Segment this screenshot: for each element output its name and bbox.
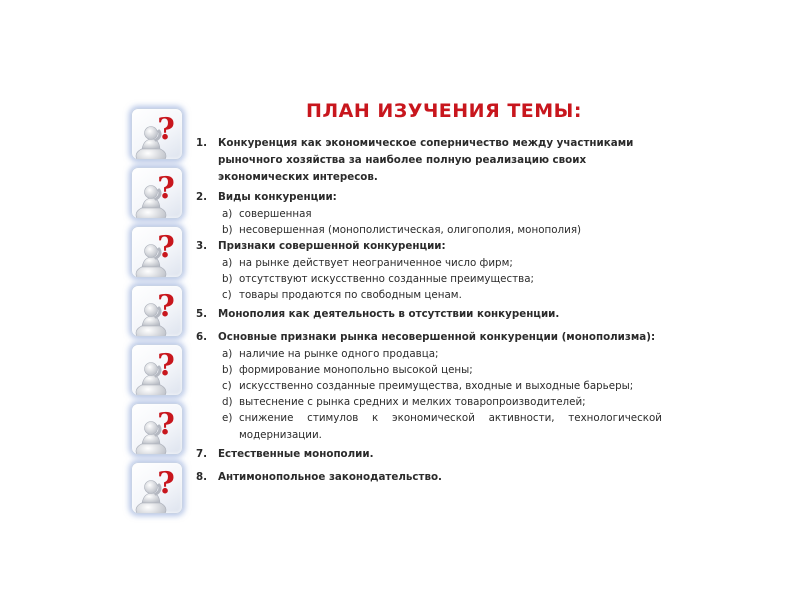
sub-item [222, 410, 662, 444]
sub-letter: a) [222, 257, 233, 269]
sub-text: совершенная [239, 208, 312, 220]
item-text: Естественные монополии. [218, 448, 374, 460]
sub-item [222, 394, 662, 411]
sub-item [222, 271, 662, 288]
sub-letter: b) [222, 273, 233, 285]
sub-text: вытеснение с рынка средних и мелких товаропроизводителей; [239, 396, 586, 408]
question-mark-person-icon [131, 403, 183, 455]
item-number: 5. [196, 308, 208, 320]
item-number: 7. [196, 448, 208, 460]
sub-item [222, 287, 662, 304]
list-item [196, 135, 666, 186]
sub-text: отсутствуют искусственно созданные преимущества; [239, 273, 535, 285]
svg-text:?: ? [157, 289, 175, 324]
list-item [196, 469, 666, 486]
sub-letter: b) [222, 364, 233, 376]
sub-text: искусственно созданные преимущества, входные и выходные барьеры; [239, 380, 634, 392]
list-item [196, 189, 666, 206]
sub-letter: c) [222, 380, 232, 392]
item-number: 3. [196, 240, 208, 252]
item-text: Признаки совершенной конкуренции: [218, 240, 446, 252]
sub-item [222, 255, 662, 272]
item-text: Виды конкуренции: [218, 191, 337, 203]
sub-text: формирование монопольно высокой цены; [239, 364, 473, 376]
question-mark-person-icon [131, 462, 183, 514]
sub-item [222, 222, 662, 239]
sub-letter: a) [222, 208, 233, 220]
sub-text: несовершенная (монополистическая, олигополия, монополия) [239, 224, 582, 236]
item-number: 8. [196, 471, 208, 483]
sub-item [222, 206, 662, 223]
list-item [196, 329, 666, 346]
sub-text: на рынке действует неограниченное число фирм; [239, 257, 513, 269]
question-mark-person-icon [131, 167, 183, 219]
item-text: Конкуренция как экономическое соперничество между участниками рыночного хозяйства за наиболее полную реализацию своих экономических интересов. [218, 137, 634, 183]
svg-text:?: ? [157, 466, 175, 501]
sub-text: снижение стимулов к экономической активности, технологической модернизации. [239, 412, 662, 441]
sub-letter: b) [222, 224, 233, 236]
svg-text:?: ? [157, 171, 175, 206]
sub-item [222, 362, 662, 379]
question-mark-person-icon [131, 285, 183, 337]
item-text: Основные признаки рынка несовершенной конкуренции (монополизма): [218, 331, 656, 343]
sub-item [222, 346, 662, 363]
question-mark-person-icon [131, 226, 183, 278]
svg-text:?: ? [157, 230, 175, 265]
sub-letter: a) [222, 348, 233, 360]
item-number: 2. [196, 191, 208, 203]
list-item [196, 238, 666, 255]
sub-text: товары продаются по свободным ценам. [239, 289, 462, 301]
question-mark-person-icon [131, 108, 183, 160]
question-mark-person-icon [131, 344, 183, 396]
sub-item [222, 378, 662, 395]
sub-letter: c) [222, 289, 232, 301]
sub-text: наличие на рынке одного продавца; [239, 348, 439, 360]
svg-text:?: ? [157, 348, 175, 383]
sub-letter: d) [222, 396, 233, 408]
sub-letter: e) [222, 412, 233, 424]
list-item [196, 306, 666, 323]
svg-text:?: ? [157, 407, 175, 442]
list-item [196, 446, 666, 463]
svg-text:?: ? [157, 112, 175, 147]
item-text: Монополия как деятельность в отсутствии конкуренции. [218, 308, 560, 320]
item-text: Антимонопольное законодательство. [218, 471, 442, 483]
item-number: 1. [196, 137, 208, 149]
page-title: ПЛАН ИЗУЧЕНИЯ ТЕМЫ: [306, 100, 582, 122]
item-number: 6. [196, 331, 208, 343]
